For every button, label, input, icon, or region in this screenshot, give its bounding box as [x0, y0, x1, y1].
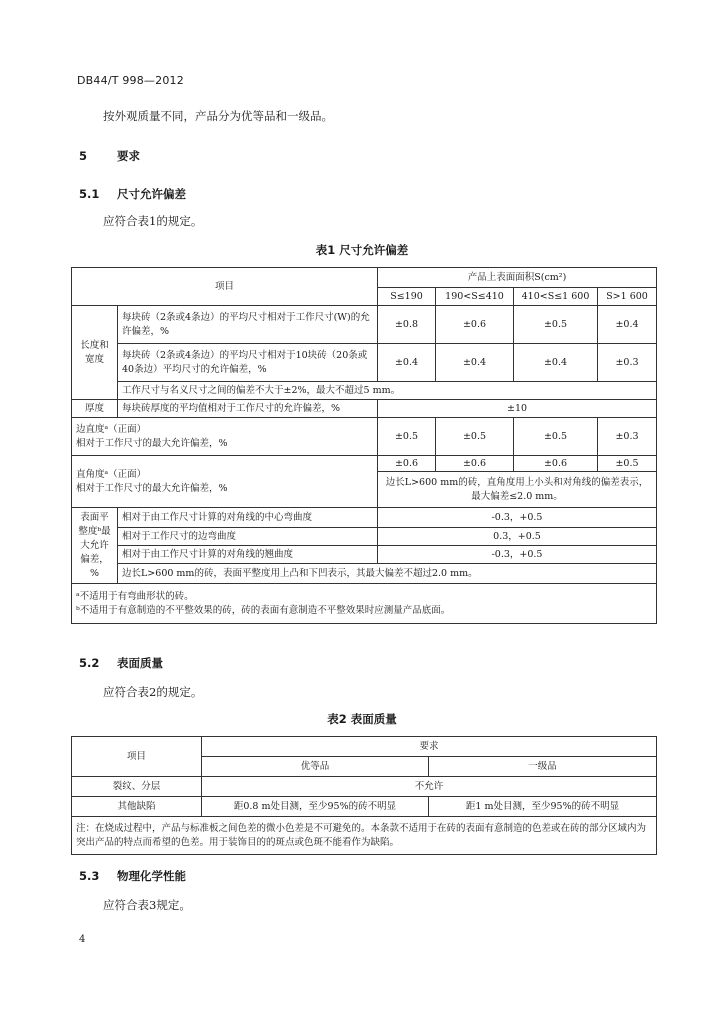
section-title: 物理化学性能	[117, 869, 186, 883]
table-cell: 不允许	[202, 777, 657, 797]
table-cell: ±0.3	[598, 418, 657, 456]
table-2	[71, 736, 657, 855]
row-description: 每块砖（2条或4条边）的平均尺寸相对于10块砖（20条或40条边）平均尺寸的允许偏差，%	[118, 344, 378, 382]
row-description: 边长L>600 mm的砖，表面平整度用上凸和下凹表示，其最大偏差不超过2.0 mm。	[118, 564, 657, 584]
row-description: 每块砖（2条或4条边）的平均尺寸相对于工作尺寸(W)的允许偏差，%	[118, 306, 378, 344]
table-header-col: 410<S≤1 600	[514, 288, 598, 306]
section-title: 表面质量	[117, 656, 163, 670]
table-header-col: 190<S≤410	[436, 288, 514, 306]
section-number: 5	[79, 149, 88, 163]
section-number: 5.1	[79, 187, 100, 201]
footnote-a: ᵃ不适用于有弯曲形状的砖。	[76, 590, 194, 602]
table-cell: ±0.5	[378, 418, 436, 456]
table-header-group: 要求	[202, 737, 657, 757]
table-header-group: 产品上表面面积S(cm²)	[378, 268, 657, 288]
edge-straightness-desc: 相对于工作尺寸的最大允许偏差，%	[76, 437, 228, 449]
table-cell: 距0.8 m处目测，至少95%的砖不明显	[202, 797, 429, 817]
section-5-2-text: 应符合表2的规定。	[103, 685, 203, 699]
row-label: 其他缺陷	[72, 797, 202, 817]
table-cell: ±0.6	[514, 456, 598, 472]
table-cell: ±0.5	[436, 418, 514, 456]
table-cell: ±0.6	[436, 456, 514, 472]
table-cell: ±0.4	[436, 344, 514, 382]
table-cell: ±0.5	[598, 456, 657, 472]
section-number: 5.3	[79, 869, 100, 883]
document-code: DB44/T 998—2012	[77, 74, 184, 87]
section-5-1-text: 应符合表1的规定。	[103, 214, 203, 228]
table-1-caption: 表1 尺寸允许偏差	[315, 243, 409, 257]
row-description	[72, 456, 378, 508]
table-cell: ±0.5	[514, 418, 598, 456]
intro-paragraph: 按外观质量不同，产品分为优等品和一级品。	[103, 109, 333, 123]
rectangularity-title: 直角度ᵃ（正面）	[76, 468, 147, 480]
table-cell: ±0.4	[514, 344, 598, 382]
table-cell: ±0.4	[598, 306, 657, 344]
table-cell: 距1 m处目测，至少95%的砖不明显	[429, 797, 657, 817]
table-cell-note: 边长L>600 mm的砖，直角度用上小头和对角线的偏差表示，最大偏差≤2.0 mm。	[378, 472, 657, 508]
row-description: 相对于由工作尺寸计算的对角线的中心弯曲度	[118, 508, 378, 528]
row-group-label: 厚度	[72, 400, 118, 418]
table-cell: ±0.3	[598, 344, 657, 382]
table-cell: ±0.6	[378, 456, 436, 472]
table-cell: ±0.4	[378, 344, 436, 382]
section-5-3-heading	[79, 868, 186, 884]
row-description	[72, 418, 378, 456]
table-cell: -0.3，+0.5	[378, 508, 657, 528]
footnote-b: ᵇ不适用于有意制造的不平整效果的砖，砖的表面有意制造不平整效果时应测量产品底面。	[76, 604, 451, 616]
table-2-caption: 表2 表面质量	[327, 712, 397, 726]
row-description: 相对于由工作尺寸计算的对角线的翘曲度	[118, 546, 378, 564]
page-number: 4	[79, 934, 86, 945]
table-header-col: S≤190	[378, 288, 436, 306]
row-group-label: 表面平整度ᵇ最大允许偏差，%	[72, 508, 118, 584]
table-cell: -0.3，+0.5	[378, 546, 657, 564]
edge-straightness-title: 边直度ᵃ（正面）	[76, 423, 147, 435]
section-title: 尺寸允许偏差	[117, 187, 186, 201]
table-note: 注：在烧成过程中，产品与标准板之间色差的微小色差是不可避免的。本条款不适用于在砖的表面有意制造的色差或在砖的部分区域内为突出产品的特点而希望的色差。用于装饰目的的斑点或色斑不能看作为缺陷。	[72, 817, 657, 855]
table-header-col: 一级品	[429, 757, 657, 777]
rectangularity-desc: 相对于工作尺寸的最大允许偏差，%	[76, 482, 228, 494]
table-1	[71, 267, 657, 624]
section-title: 要求	[117, 149, 140, 163]
table-cell: ±10	[378, 400, 657, 418]
row-group-label: 长度和宽度	[72, 306, 118, 400]
table-cell: ±0.6	[436, 306, 514, 344]
section-5-heading	[79, 148, 140, 164]
section-5-1-heading	[79, 186, 186, 202]
table-cell: ±0.5	[514, 306, 598, 344]
table-header-item: 项目	[72, 268, 378, 306]
table-header-col: S>1 600	[598, 288, 657, 306]
table-cell: 0.3，+0.5	[378, 528, 657, 546]
table-cell: ±0.8	[378, 306, 436, 344]
row-description: 工作尺寸与名义尺寸之间的偏差不大于±2%，最大不超过5 mm。	[118, 382, 657, 400]
section-5-3-text: 应符合表3规定。	[103, 898, 191, 912]
section-number: 5.2	[79, 656, 100, 670]
row-label: 裂纹、分层	[72, 777, 202, 797]
row-description: 每块砖厚度的平均值相对于工作尺寸的允许偏差，%	[118, 400, 378, 418]
table-footnotes	[72, 584, 657, 624]
table-header-item: 项目	[72, 737, 202, 777]
row-description: 相对于工作尺寸的边弯曲度	[118, 528, 378, 546]
section-5-2-heading	[79, 655, 163, 671]
table-header-col: 优等品	[202, 757, 429, 777]
